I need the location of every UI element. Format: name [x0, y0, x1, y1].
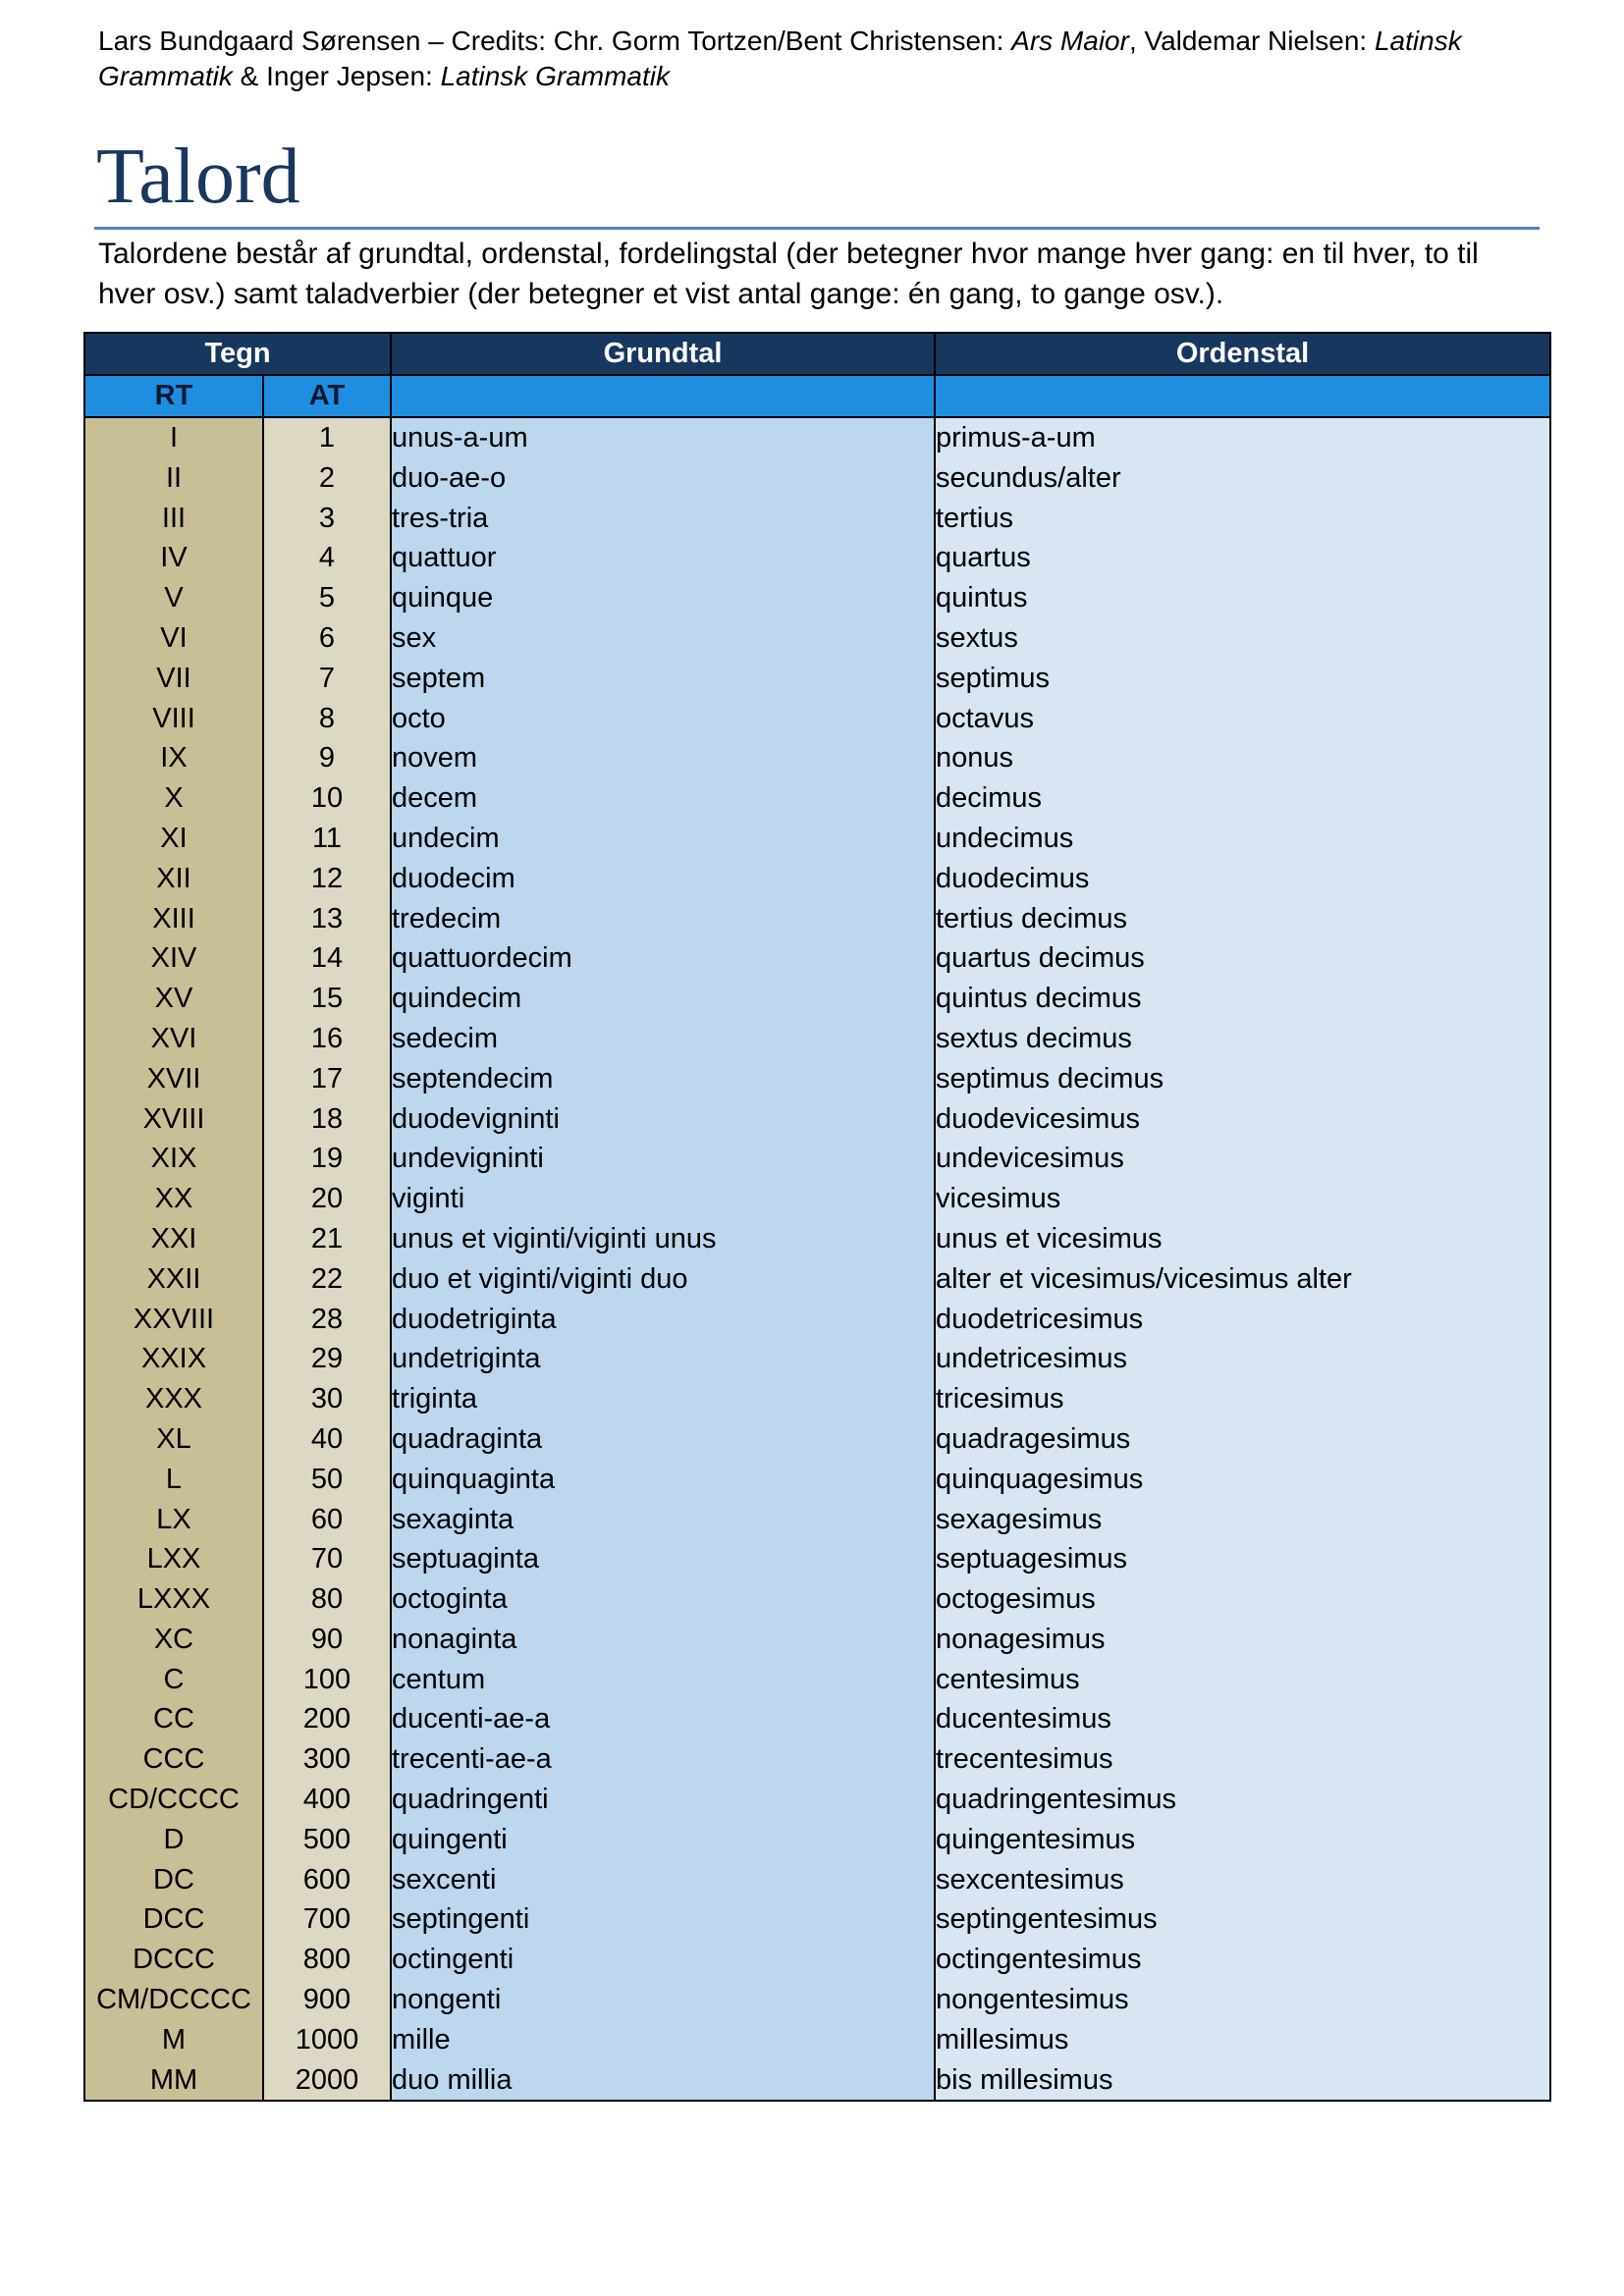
arabic-numeral-cell: 80: [263, 1579, 391, 1620]
table-row: [84, 1499, 1550, 1539]
roman-numeral-cell: CC: [84, 1699, 263, 1739]
grundtal-cell: septendecim: [391, 1058, 935, 1098]
table-row: [84, 938, 1550, 979]
roman-numeral-cell: C: [84, 1659, 263, 1699]
ordenstal-cell: septimus: [935, 658, 1550, 698]
table-row: [84, 1098, 1550, 1139]
ordenstal-cell: quartus: [935, 538, 1550, 578]
ordenstal-cell: quintus: [935, 578, 1550, 618]
grundtal-cell: duodetriginta: [391, 1299, 935, 1339]
arabic-numeral-cell: 17: [263, 1058, 391, 1098]
ordenstal-cell: undecimus: [935, 819, 1550, 859]
arabic-numeral-cell: 900: [263, 1980, 391, 2020]
table-row: [84, 1739, 1550, 1780]
arabic-numeral-cell: 16: [263, 1019, 391, 1059]
ordenstal-cell: quintus decimus: [935, 979, 1550, 1019]
arabic-numeral-cell: 50: [263, 1459, 391, 1499]
roman-numeral-cell: I: [84, 417, 263, 458]
arabic-numeral-cell: 100: [263, 1659, 391, 1699]
arabic-numeral-cell: 200: [263, 1699, 391, 1739]
page-title: Talord: [96, 133, 300, 220]
arabic-numeral-cell: 11: [263, 819, 391, 859]
table-row: [84, 1058, 1550, 1098]
grundtal-cell: triginta: [391, 1379, 935, 1419]
header-ordenstal: Ordenstal: [935, 333, 1550, 375]
table-row: [84, 1899, 1550, 1940]
arabic-numeral-cell: 5: [263, 578, 391, 618]
grundtal-cell: duo millia: [391, 2059, 935, 2101]
arabic-numeral-cell: 1: [263, 417, 391, 458]
grundtal-cell: octoginta: [391, 1579, 935, 1620]
grundtal-cell: septuaginta: [391, 1539, 935, 1579]
grundtal-cell: undetriginta: [391, 1339, 935, 1379]
table-row: [84, 498, 1550, 538]
table-row: [84, 1459, 1550, 1499]
table-subheader-row: [84, 375, 1550, 417]
ordenstal-cell: tertius decimus: [935, 898, 1550, 938]
grundtal-cell: unus et viginti/viginti unus: [391, 1219, 935, 1259]
arabic-numeral-cell: 10: [263, 778, 391, 819]
grundtal-cell: viginti: [391, 1179, 935, 1219]
roman-numeral-cell: VI: [84, 618, 263, 659]
arabic-numeral-cell: 6: [263, 618, 391, 659]
ordenstal-cell: decimus: [935, 778, 1550, 819]
table-row: [84, 1940, 1550, 1980]
arabic-numeral-cell: 4: [263, 538, 391, 578]
roman-numeral-cell: II: [84, 457, 263, 498]
ordenstal-cell: secundus/alter: [935, 457, 1550, 498]
roman-numeral-cell: XXII: [84, 1258, 263, 1299]
grundtal-cell: decem: [391, 778, 935, 819]
ordenstal-cell: undevicesimus: [935, 1139, 1550, 1179]
ordenstal-cell: septingentesimus: [935, 1899, 1550, 1940]
table-row: [84, 1859, 1550, 1899]
roman-numeral-cell: XVI: [84, 1019, 263, 1059]
grundtal-cell: quattuor: [391, 538, 935, 578]
roman-numeral-cell: LX: [84, 1499, 263, 1539]
grundtal-cell: tres-tria: [391, 498, 935, 538]
roman-numeral-cell: D: [84, 1819, 263, 1859]
ordenstal-cell: nonagesimus: [935, 1620, 1550, 1660]
ordenstal-cell: quadragesimus: [935, 1419, 1550, 1460]
roman-numeral-cell: XC: [84, 1620, 263, 1660]
arabic-numeral-cell: 600: [263, 1859, 391, 1899]
table-row: [84, 1179, 1550, 1219]
ordenstal-cell: tricesimus: [935, 1379, 1550, 1419]
ordenstal-cell: tertius: [935, 498, 1550, 538]
grundtal-cell: novem: [391, 738, 935, 778]
table-body: [84, 417, 1550, 2101]
ordenstal-cell: centesimus: [935, 1659, 1550, 1699]
table-row: [84, 1419, 1550, 1460]
grundtal-cell: unus-a-um: [391, 417, 935, 458]
roman-numeral-cell: XV: [84, 979, 263, 1019]
ordenstal-cell: duodecimus: [935, 858, 1550, 898]
table-row: [84, 1019, 1550, 1059]
roman-numeral-cell: M: [84, 2019, 263, 2059]
roman-numeral-cell: CD/CCCC: [84, 1780, 263, 1820]
ordenstal-cell: unus et vicesimus: [935, 1219, 1550, 1259]
ordenstal-cell: octavus: [935, 698, 1550, 738]
credits-separator-1: , Valdemar Nielsen:: [1128, 26, 1375, 56]
arabic-numeral-cell: 500: [263, 1819, 391, 1859]
grundtal-cell: tredecim: [391, 898, 935, 938]
arabic-numeral-cell: 15: [263, 979, 391, 1019]
subheader-at: AT: [263, 375, 391, 417]
table-row: [84, 1219, 1550, 1259]
roman-numeral-cell: XII: [84, 858, 263, 898]
roman-numeral-cell: XXX: [84, 1379, 263, 1419]
ordenstal-cell: octogesimus: [935, 1579, 1550, 1620]
table-row: [84, 1780, 1550, 1820]
credits-prefix: Lars Bundgaard Sørensen – Credits: Chr. Gorm Tortzen/Bent Christensen:: [98, 26, 1012, 56]
arabic-numeral-cell: 2000: [263, 2059, 391, 2101]
roman-numeral-cell: XX: [84, 1179, 263, 1219]
grundtal-cell: quinquaginta: [391, 1459, 935, 1499]
arabic-numeral-cell: 12: [263, 858, 391, 898]
roman-numeral-cell: XVIII: [84, 1098, 263, 1139]
ordenstal-cell: sexagesimus: [935, 1499, 1550, 1539]
roman-numeral-cell: XVII: [84, 1058, 263, 1098]
table-header-row: [84, 333, 1550, 375]
grundtal-cell: nonaginta: [391, 1620, 935, 1660]
header-grundtal: Grundtal: [391, 333, 935, 375]
arabic-numeral-cell: 300: [263, 1739, 391, 1780]
arabic-numeral-cell: 13: [263, 898, 391, 938]
table-row: [84, 1579, 1550, 1620]
table-row: [84, 457, 1550, 498]
ordenstal-cell: duodetricesimus: [935, 1299, 1550, 1339]
page-header-credits: [98, 24, 1532, 94]
grundtal-cell: mille: [391, 2019, 935, 2059]
arabic-numeral-cell: 700: [263, 1899, 391, 1940]
table-row: [84, 417, 1550, 458]
grundtal-cell: quindecim: [391, 979, 935, 1019]
grundtal-cell: centum: [391, 1659, 935, 1699]
table-row: [84, 1819, 1550, 1859]
roman-numeral-cell: XI: [84, 819, 263, 859]
grundtal-cell: sexaginta: [391, 1499, 935, 1539]
arabic-numeral-cell: 30: [263, 1379, 391, 1419]
grundtal-cell: quattuordecim: [391, 938, 935, 979]
table-row: [84, 658, 1550, 698]
arabic-numeral-cell: 9: [263, 738, 391, 778]
ordenstal-cell: quartus decimus: [935, 938, 1550, 979]
table-row: [84, 1659, 1550, 1699]
roman-numeral-cell: DC: [84, 1859, 263, 1899]
arabic-numeral-cell: 19: [263, 1139, 391, 1179]
arabic-numeral-cell: 40: [263, 1419, 391, 1460]
credits-book-latinsk-grammatik-1: Latinsk Grammatik: [98, 26, 1462, 91]
arabic-numeral-cell: 1000: [263, 2019, 391, 2059]
table-row: [84, 1980, 1550, 2020]
grundtal-cell: sex: [391, 618, 935, 659]
roman-numeral-cell: IX: [84, 738, 263, 778]
subheader-grundtal-empty: [391, 375, 935, 417]
arabic-numeral-cell: 28: [263, 1299, 391, 1339]
ordenstal-cell: nongentesimus: [935, 1980, 1550, 2020]
ordenstal-cell: quadringentesimus: [935, 1780, 1550, 1820]
ordenstal-cell: quingentesimus: [935, 1819, 1550, 1859]
table-row: [84, 538, 1550, 578]
table-row: [84, 979, 1550, 1019]
table-row: [84, 2059, 1550, 2101]
grundtal-cell: octingenti: [391, 1940, 935, 1980]
arabic-numeral-cell: 18: [263, 1098, 391, 1139]
grundtal-cell: ducenti-ae-a: [391, 1699, 935, 1739]
grundtal-cell: sexcenti: [391, 1859, 935, 1899]
roman-numeral-cell: XXIX: [84, 1339, 263, 1379]
table-row: [84, 698, 1550, 738]
header-tegn: Tegn: [84, 333, 391, 375]
roman-numeral-cell: XIX: [84, 1139, 263, 1179]
roman-numeral-cell: DCCC: [84, 1940, 263, 1980]
roman-numeral-cell: V: [84, 578, 263, 618]
grundtal-cell: septingenti: [391, 1899, 935, 1940]
table-row: [84, 578, 1550, 618]
subheader-ordenstal-empty: [935, 375, 1550, 417]
arabic-numeral-cell: 21: [263, 1219, 391, 1259]
arabic-numeral-cell: 60: [263, 1499, 391, 1539]
arabic-numeral-cell: 29: [263, 1339, 391, 1379]
numerals-table: [83, 332, 1551, 2102]
roman-numeral-cell: IV: [84, 538, 263, 578]
ordenstal-cell: vicesimus: [935, 1179, 1550, 1219]
grundtal-cell: undevigninti: [391, 1139, 935, 1179]
grundtal-cell: quadringenti: [391, 1780, 935, 1820]
arabic-numeral-cell: 14: [263, 938, 391, 979]
grundtal-cell: sedecim: [391, 1019, 935, 1059]
roman-numeral-cell: CM/DCCCC: [84, 1980, 263, 2020]
ordenstal-cell: undetricesimus: [935, 1339, 1550, 1379]
ordenstal-cell: septimus decimus: [935, 1058, 1550, 1098]
ordenstal-cell: primus-a-um: [935, 417, 1550, 458]
grundtal-cell: quadraginta: [391, 1419, 935, 1460]
arabic-numeral-cell: 22: [263, 1258, 391, 1299]
arabic-numeral-cell: 90: [263, 1620, 391, 1660]
grundtal-cell: undecim: [391, 819, 935, 859]
grundtal-cell: trecenti-ae-a: [391, 1739, 935, 1780]
roman-numeral-cell: XXI: [84, 1219, 263, 1259]
ordenstal-cell: octingentesimus: [935, 1940, 1550, 1980]
table-row: [84, 618, 1550, 659]
roman-numeral-cell: XIII: [84, 898, 263, 938]
roman-numeral-cell: X: [84, 778, 263, 819]
arabic-numeral-cell: 800: [263, 1940, 391, 1980]
ordenstal-cell: nonus: [935, 738, 1550, 778]
table-row: [84, 1379, 1550, 1419]
roman-numeral-cell: DCC: [84, 1899, 263, 1940]
roman-numeral-cell: MM: [84, 2059, 263, 2101]
roman-numeral-cell: L: [84, 1459, 263, 1499]
ordenstal-cell: millesimus: [935, 2019, 1550, 2059]
arabic-numeral-cell: 400: [263, 1780, 391, 1820]
roman-numeral-cell: LXXX: [84, 1579, 263, 1620]
arabic-numeral-cell: 20: [263, 1179, 391, 1219]
table-row: [84, 1339, 1550, 1379]
roman-numeral-cell: CCC: [84, 1739, 263, 1780]
grundtal-cell: duodevigninti: [391, 1098, 935, 1139]
ordenstal-cell: ducentesimus: [935, 1699, 1550, 1739]
credits-book-latinsk-grammatik-2: Latinsk Grammatik: [440, 61, 670, 91]
table-row: [84, 1299, 1550, 1339]
table-row: [84, 1258, 1550, 1299]
ordenstal-cell: sextus: [935, 618, 1550, 659]
title-underline-divider: [94, 227, 1540, 230]
grundtal-cell: quinque: [391, 578, 935, 618]
arabic-numeral-cell: 8: [263, 698, 391, 738]
table-row: [84, 1620, 1550, 1660]
grundtal-cell: duo-ae-o: [391, 457, 935, 498]
arabic-numeral-cell: 70: [263, 1539, 391, 1579]
grundtal-cell: duo et viginti/viginti duo: [391, 1258, 935, 1299]
ordenstal-cell: bis millesimus: [935, 2059, 1550, 2101]
table-row: [84, 738, 1550, 778]
ordenstal-cell: sextus decimus: [935, 1019, 1550, 1059]
ordenstal-cell: duodevicesimus: [935, 1098, 1550, 1139]
table-row: [84, 898, 1550, 938]
roman-numeral-cell: VIII: [84, 698, 263, 738]
subheader-rt: RT: [84, 375, 263, 417]
grundtal-cell: octo: [391, 698, 935, 738]
grundtal-cell: quingenti: [391, 1819, 935, 1859]
credits-book-ars-maior: Ars Maior: [1011, 26, 1129, 56]
ordenstal-cell: sexcentesimus: [935, 1859, 1550, 1899]
grundtal-cell: duodecim: [391, 858, 935, 898]
grundtal-cell: nongenti: [391, 1980, 935, 2020]
arabic-numeral-cell: 7: [263, 658, 391, 698]
roman-numeral-cell: XIV: [84, 938, 263, 979]
ordenstal-cell: alter et vicesimus/vicesimus alter: [935, 1258, 1550, 1299]
table-row: [84, 1699, 1550, 1739]
grundtal-cell: septem: [391, 658, 935, 698]
ordenstal-cell: trecentesimus: [935, 1739, 1550, 1780]
roman-numeral-cell: III: [84, 498, 263, 538]
ordenstal-cell: septuagesimus: [935, 1539, 1550, 1579]
table-row: [84, 1539, 1550, 1579]
roman-numeral-cell: XL: [84, 1419, 263, 1460]
arabic-numeral-cell: 3: [263, 498, 391, 538]
table-row: [84, 778, 1550, 819]
intro-paragraph: Talordene består af grundtal, ordenstal, fordelingstal (der betegner hvor mange hver gang: en til hver, to til hver osv.) samt taladverbier (der betegner et vist antal gange: én gang, to gange osv.).: [98, 238, 1479, 310]
roman-numeral-cell: VII: [84, 658, 263, 698]
table-row: [84, 2019, 1550, 2059]
ordenstal-cell: quinquagesimus: [935, 1459, 1550, 1499]
arabic-numeral-cell: 2: [263, 457, 391, 498]
table-row: [84, 858, 1550, 898]
roman-numeral-cell: LXX: [84, 1539, 263, 1579]
table-row: [84, 819, 1550, 859]
table-row: [84, 1139, 1550, 1179]
credits-separator-2: & Inger Jepsen:: [232, 61, 441, 91]
roman-numeral-cell: XXVIII: [84, 1299, 263, 1339]
